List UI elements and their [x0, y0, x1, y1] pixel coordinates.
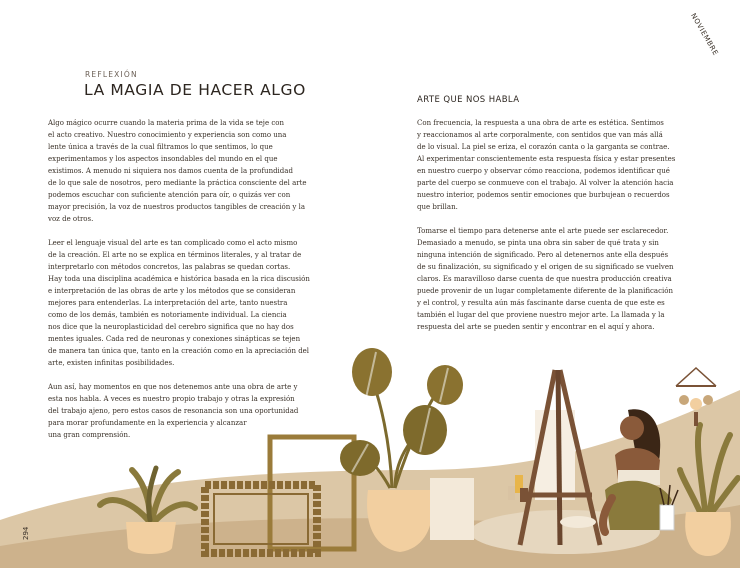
paragraph: Aun así, hay momentos en que nos detenemos ante una obra de arte y esta nos habla. A veces es nuestro propio trabajo y otras la expresión del trabajo ajeno, pero estos casos de resonancia son una oportunidad para morar profundamente en la experiencia y alcanzar una gran comprensión.	[48, 383, 299, 439]
month-text: NOVIEMBRE	[689, 12, 720, 58]
paragraph: Algo mágico ocurre cuando la materia prima de la vida se teje con el acto creativo. Nuestro conocimiento y experiencia son como una lente única a través de la cual filtramos lo que sentimos, lo que experimentamos y los aspectos insondables del mundo en el que existimos. A menudo ni siquiera nos damos cuenta de la profundidad de lo que sale de nosotros, pero mediante la práctica consciente del arte podemos escuchar con suficiente atención para oír, o quizás ver con mayor precisión, la voz de nuestros productos tangibles de creación y la voz de otros.	[48, 119, 307, 223]
paragraph: Leer el lenguaje visual del arte es tan complicado como el acto mismo de la creación. El arte no se explica en términos literales, y al tratar de interpretarlo con métodos concretos, las palabras se quedan cortas. Hay toda una disciplina académica e histórica basada en la rica discusión e interpretación de las obras de arte y los métodos que se consideran mejores para entenderlas. La interpretación del arte, tanto nuestra como de los demás, también es notoriamente individual. La ciencia nos dice que la neuroplasticidad del cerebro significa que no hay dos mentes iguales. Cada red de neuronas y conexiones sinápticas se tejen de manera tan única que, tanto en la creación como en la apreciación del arte, existen infinitas posibilidades.	[48, 239, 310, 367]
page-number: 294	[22, 526, 30, 540]
blank-canvas	[430, 478, 474, 540]
paragraph: Tomarse el tiempo para detenerse ante el arte puede ser esclarecedor. Demasiado a menudo, se pinta una obra sin saber de qué trata y sin ninguna intención de significado. Pero al detenernos ante ella después de su finalización, su significado y el origen de su significado se vuelven claros. Es maravilloso darse cuenta de que nuestra producción creativa puede provenir de un lugar completamente diferente de la planificación y el control, y resulta aún más fascinante darse cuenta de que este es también el lugar del que proviene nuestro mejor arte. La llamada y la respuesta del arte se pueden sentir y encontrar en el aquí y ahora.	[417, 227, 674, 331]
paragraph: Con frecuencia, la respuesta a una obra de arte es estética. Sentimos y reaccionamos al arte corporalmente, con sentidos que van más allá de lo visual. La piel se eriza, el corazón canta o la garganta se contrae. Al experimentar conscientemente esta respuesta física y estar presentes en nuestro cuerpo y observar cómo reacciona, podemos identificar qué parte del cuerpo se conmueve con el trabajo. Al volver la atención hacia nuestro interior, podemos sentir emociones que burbujean o recuerdos que brillan.	[417, 119, 676, 211]
month-label	[689, 12, 736, 72]
page-title: LA MAGIA DE HACER ALGO	[84, 81, 306, 99]
left-column	[48, 117, 348, 453]
palette	[560, 516, 596, 528]
right-column	[417, 117, 717, 345]
section-subtitle: ARTE QUE NOS HABLA	[417, 95, 520, 105]
section-kicker: REFLEXIÓN	[85, 70, 138, 79]
